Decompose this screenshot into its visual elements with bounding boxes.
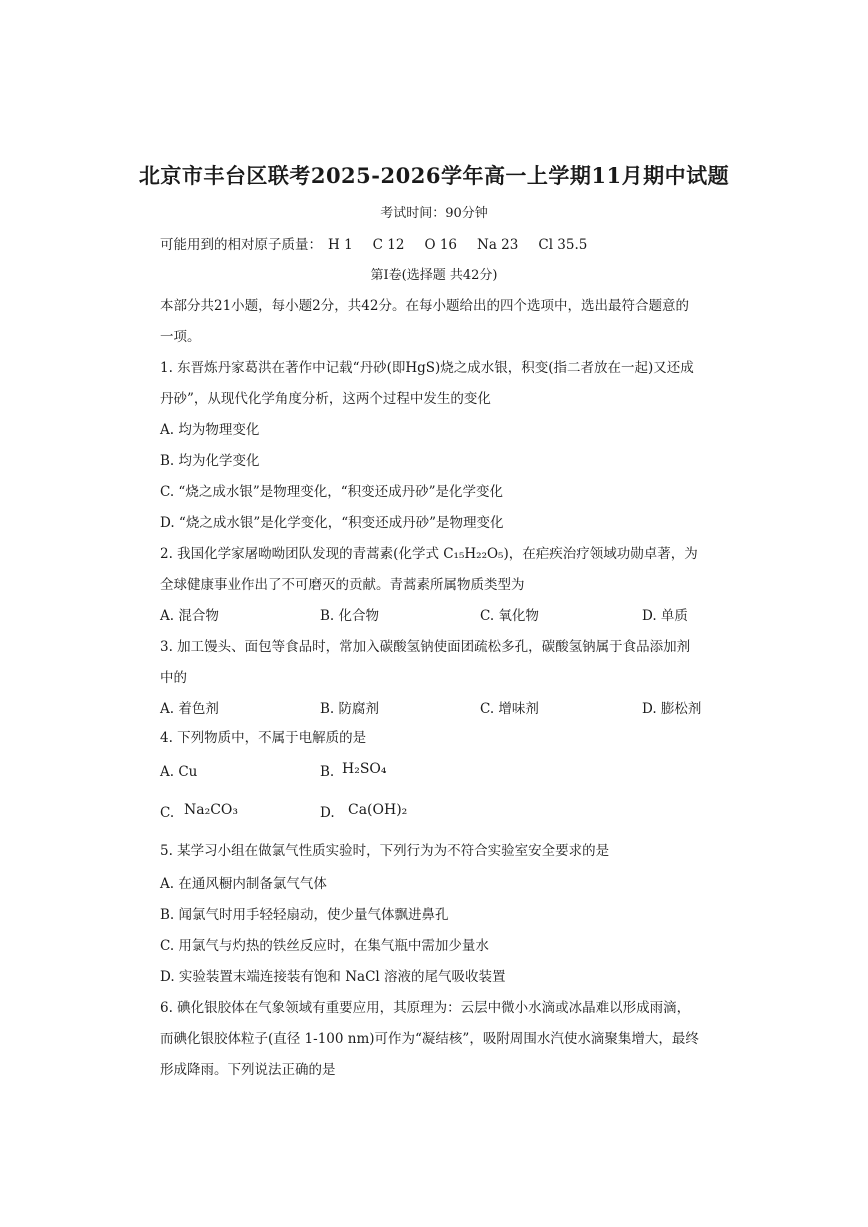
q5-option-c: C. 用氯气与灼热的铁丝反应时，在集气瓶中需加少量水 xyxy=(160,938,489,954)
atomic-mass-label: 可能用到的相对原子质量： xyxy=(160,237,322,253)
instructions-line-1: 本部分共21小题，每小题2分，共42分。在每小题给出的四个选项中，选出最符合题意的 xyxy=(160,298,689,314)
atomic-mass-line xyxy=(160,233,607,253)
q2-option-c: C. 氧化物 xyxy=(480,608,539,624)
q3-stem-line-2: 中的 xyxy=(160,670,187,686)
atomic-mass-cl: Cl 35.5 xyxy=(538,237,588,253)
q2-options xyxy=(160,604,720,624)
q2-stem-line-1: 2. 我国化学家屠呦呦团队发现的青蒿素(化学式 C₁₅H₂₂O₅)，在疟疾治疗领域功勋卓著，为 xyxy=(160,546,698,562)
exam-time: 考试时间：90分钟 xyxy=(380,206,488,221)
q2-option-d: D. 单质 xyxy=(642,608,688,624)
q2-stem-line-2: 全球健康事业作出了不可磨灭的贡献。青蒿素所属物质类型为 xyxy=(160,577,525,593)
q6-stem-line-1: 6. 碘化银胶体在气象领域有重要应用，其原理为：云层中微小水滴或冰晶难以形成雨滴， xyxy=(160,1000,691,1016)
q3-option-c: C. 增味剂 xyxy=(480,701,539,717)
q6-stem-line-2: 而碘化银胶体粒子(直径 1-100 nm)可作为“凝结核”，吸附周围水汽使水滴聚集增大，最终 xyxy=(160,1031,699,1047)
atomic-mass-c: C 12 xyxy=(372,237,405,253)
q2-option-b: B. 化合物 xyxy=(320,608,380,624)
q5-option-a: A. 在通风橱内制备氯气气体 xyxy=(160,876,327,892)
q3-option-a: A. 着色剂 xyxy=(160,701,219,717)
q4-options-row-2 xyxy=(160,802,720,825)
q4-stem: 4. 下列物质中，不属于电解质的是 xyxy=(160,730,367,746)
page-title: 北京市丰台区联考2025-2026学年高一上学期11月期中试题 xyxy=(138,163,730,188)
atomic-mass-h: H 1 xyxy=(328,237,353,253)
q4-options-row-1 xyxy=(160,761,720,784)
q6-stem-line-3: 形成降雨。下列说法正确的是 xyxy=(160,1062,336,1078)
q4-option-b-formula: H₂SO₄ xyxy=(342,761,387,777)
q5-stem: 5. 某学习小组在做氯气性质实验时，下列行为为不符合实验室安全要求的是 xyxy=(160,843,610,859)
atomic-mass-o: O 16 xyxy=(424,237,458,253)
q3-option-b: B. 防腐剂 xyxy=(320,701,380,717)
q4-option-d-formula: Ca(OH)₂ xyxy=(348,802,408,818)
q4-option-c-label: C. xyxy=(160,805,175,821)
q4-option-c-formula: Na₂CO₃ xyxy=(184,802,239,818)
q1-option-d: D. “烧之成水银”是化学变化，“积变还成丹砂”是物理变化 xyxy=(160,515,504,531)
q3-option-d: D. 膨松剂 xyxy=(642,701,702,717)
atomic-mass-na: Na 23 xyxy=(477,237,519,253)
section-title: 第Ⅰ卷(选择题 共42分) xyxy=(370,268,498,283)
q4-option-b-label: B. xyxy=(320,764,335,780)
instructions-line-2: 一项。 xyxy=(160,329,201,345)
q1-option-c: C. “烧之成水银”是物理变化，“积变还成丹砂”是化学变化 xyxy=(160,484,504,500)
q1-option-a: A. 均为物理变化 xyxy=(160,422,260,438)
q2-option-a: A. 混合物 xyxy=(160,608,219,624)
q5-option-d: D. 实验装置末端连接装有饱和 NaCl 溶液的尾气吸收装置 xyxy=(160,969,506,985)
q4-option-a: A. Cu xyxy=(160,764,198,780)
q1-stem-line-2: 丹砂”，从现代化学角度分析，这两个过程中发生的变化 xyxy=(160,391,491,407)
q5-option-b: B. 闻氯气时用手轻轻扇动，使少量气体飘进鼻孔 xyxy=(160,907,449,923)
q3-stem-line-1: 3. 加工馒头、面包等食品时，常加入碳酸氢钠使面团疏松多孔，碳酸氢钠属于食品添加剂 xyxy=(160,639,691,655)
q4-option-d-label: D. xyxy=(320,805,335,821)
q1-option-b: B. 均为化学变化 xyxy=(160,453,260,469)
q1-stem-line-1: 1. 东晋炼丹家葛洪在著作中记载“丹砂(即HgS)烧之成水银，积变(指二者放在一起)又还成 xyxy=(160,360,694,376)
q3-options xyxy=(160,697,720,717)
